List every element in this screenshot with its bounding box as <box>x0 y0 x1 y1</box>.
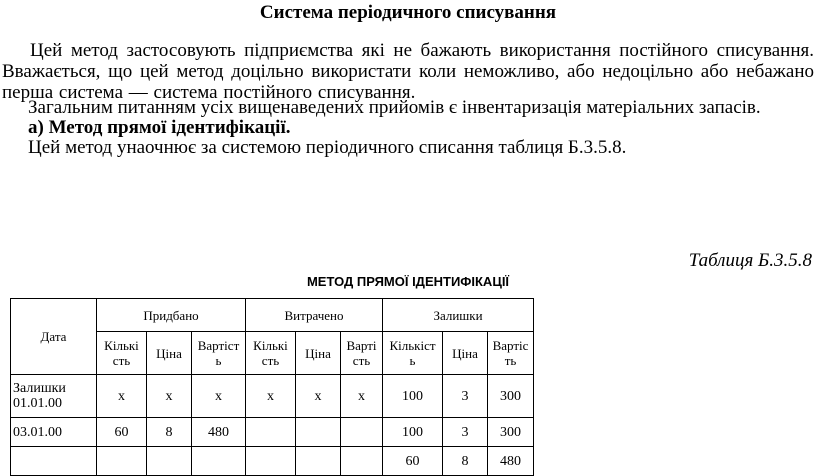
header-price: Ціна <box>443 332 488 375</box>
identification-table <box>10 298 534 476</box>
table-cell <box>341 418 383 447</box>
header-qty: Кількі сть <box>97 332 147 375</box>
table-cell: х <box>147 375 192 418</box>
table-cell <box>246 418 296 447</box>
table-cell <box>11 447 97 476</box>
table-cell <box>341 447 383 476</box>
header-qty: Кількі сть <box>246 332 296 375</box>
table-cell <box>246 447 296 476</box>
page-title: Система періодичного списування <box>259 2 557 23</box>
table-cell: 3 <box>443 375 488 418</box>
table-cell: 300 <box>488 375 534 418</box>
table-cell: 480 <box>192 418 246 447</box>
table-cell: 300 <box>488 418 534 447</box>
table-cell: х <box>192 375 246 418</box>
paragraph-intro: Цей метод застосовують підприємства які не бажають використання постійного списування. Вважається, що цей метод доцільно використати коли неможливо, або недоцільно або небажано перша система — система постійного списування. <box>2 40 814 103</box>
header-date: Дата <box>11 299 97 375</box>
table-title: МЕТОД ПРЯМОЇ ІДЕНТИФІКАЦІЇ <box>306 274 510 289</box>
header-cost: Вартіс ть <box>488 332 534 375</box>
table-cell: х <box>246 375 296 418</box>
table-cell: х <box>97 375 147 418</box>
table-caption: Таблиця Б.3.5.8 <box>688 250 812 271</box>
header-cost: Варті сть <box>341 332 383 375</box>
header-cost: Вартіст ь <box>192 332 246 375</box>
table-cell: х <box>341 375 383 418</box>
table-cell: Залишки 01.01.00 <box>11 375 97 418</box>
table-cell: 3 <box>443 418 488 447</box>
header-price: Ціна <box>296 332 341 375</box>
header-qty: Кількіст ь <box>383 332 443 375</box>
table-row <box>11 375 534 418</box>
table-cell: 100 <box>383 375 443 418</box>
header-spent: Витрачено <box>246 299 383 332</box>
table-cell: 8 <box>443 447 488 476</box>
table-cell <box>192 447 246 476</box>
table-cell: 03.01.00 <box>11 418 97 447</box>
table-cell: х <box>296 375 341 418</box>
paragraph-table-ref: Цей метод унаочнює за системою періодичного списання таблиця Б.3.5.8. <box>28 137 627 158</box>
table-cell <box>97 447 147 476</box>
header-purchased: Придбано <box>97 299 246 332</box>
table-cell: 60 <box>383 447 443 476</box>
table-cell: 8 <box>147 418 192 447</box>
table-cell: 60 <box>97 418 147 447</box>
header-balance: Залишки <box>383 299 534 332</box>
table-cell <box>296 447 341 476</box>
table-row <box>11 447 534 476</box>
table-cell <box>296 418 341 447</box>
header-price: Ціна <box>147 332 192 375</box>
table-cell <box>147 447 192 476</box>
table-cell: 480 <box>488 447 534 476</box>
paragraph-inventory: Загальним питанням усіх вищенаведених прийомів є інвентаризація матеріальних запасів. <box>28 97 761 118</box>
table-row <box>11 418 534 447</box>
section-heading: а) Метод прямої ідентифікації. <box>28 117 291 138</box>
table-cell: 100 <box>383 418 443 447</box>
